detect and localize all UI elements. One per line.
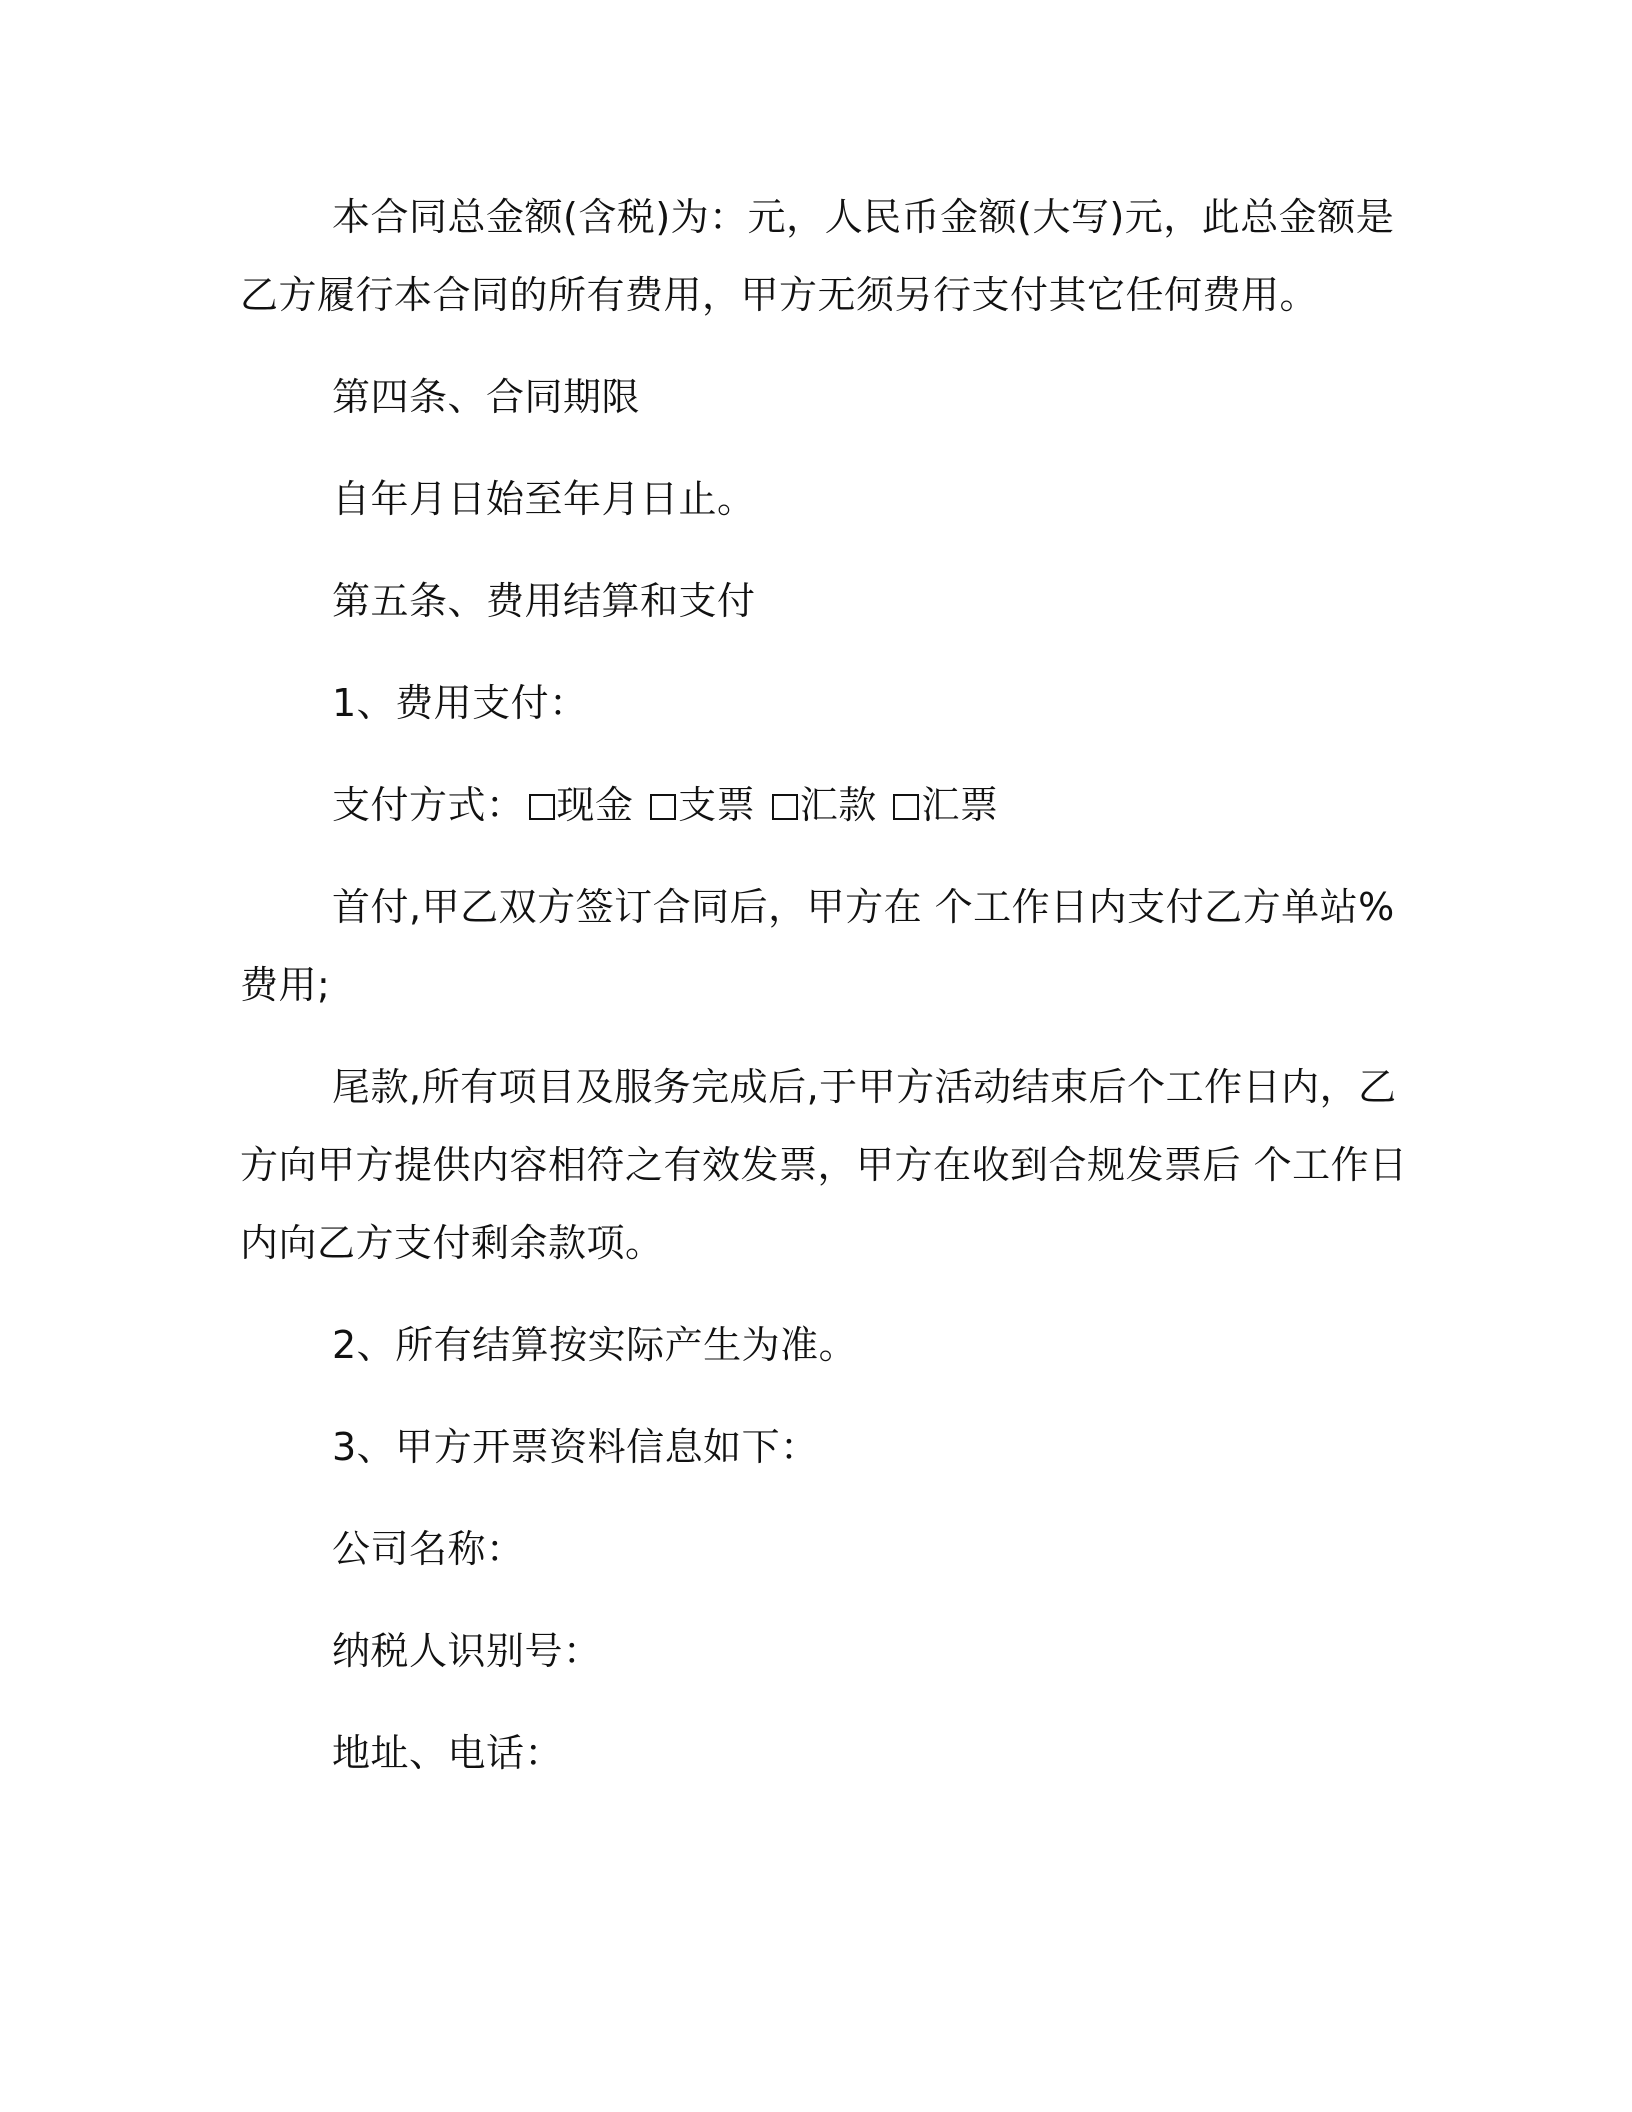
payment-option-cash[interactable]: 现金: [525, 780, 634, 830]
address-phone-label: 地址、电话：: [332, 1731, 564, 1775]
payment-method-row: [332, 780, 998, 830]
article-4-body: 自年月日始至年月日止。: [332, 477, 756, 521]
first-payment-line-1: 首付,甲乙双方签订合同后，甲方在 个工作日内支付乙方单站%: [332, 885, 1395, 929]
checkbox-icon[interactable]: [529, 794, 555, 820]
taxpayer-id-label: 纳税人识别号：: [332, 1629, 602, 1673]
final-payment-line-3: 内向乙方支付剩余款项。: [240, 1221, 664, 1265]
item-1-title: 1、费用支付：: [332, 681, 588, 725]
item-2: 2、所有结算按实际产生为准。: [332, 1323, 858, 1367]
checkbox-icon[interactable]: [893, 794, 919, 820]
final-payment-line-1: 尾款,所有项目及服务完成后,于甲方活动结束后个工作日内，乙: [332, 1065, 1397, 1109]
checkbox-icon[interactable]: [772, 794, 798, 820]
checkbox-icon[interactable]: [650, 794, 676, 820]
company-name-label: 公司名称：: [332, 1527, 525, 1571]
payment-option-draft[interactable]: 汇票: [889, 780, 998, 830]
final-payment-line-2: 方向甲方提供内容相符之有效发票，甲方在收到合规发票后 个工作日: [240, 1143, 1408, 1187]
payment-option-remittance[interactable]: 汇款: [768, 780, 877, 830]
article-5-title: 第五条、费用结算和支付: [332, 579, 756, 623]
payment-method-label: 支付方式：: [332, 783, 525, 827]
article-4-title: 第四条、合同期限: [332, 375, 641, 419]
item-3: 3、甲方开票资料信息如下：: [332, 1425, 819, 1469]
total-amount-line-2: 乙方履行本合同的所有费用，甲方无须另行支付其它任何费用。: [240, 273, 1319, 317]
first-payment-line-2: 费用;: [240, 963, 331, 1007]
payment-option-check[interactable]: 支票: [646, 780, 755, 830]
total-amount-line-1: 本合同总金额(含税)为：元，人民币金额(大写)元，此总金额是: [332, 195, 1395, 239]
